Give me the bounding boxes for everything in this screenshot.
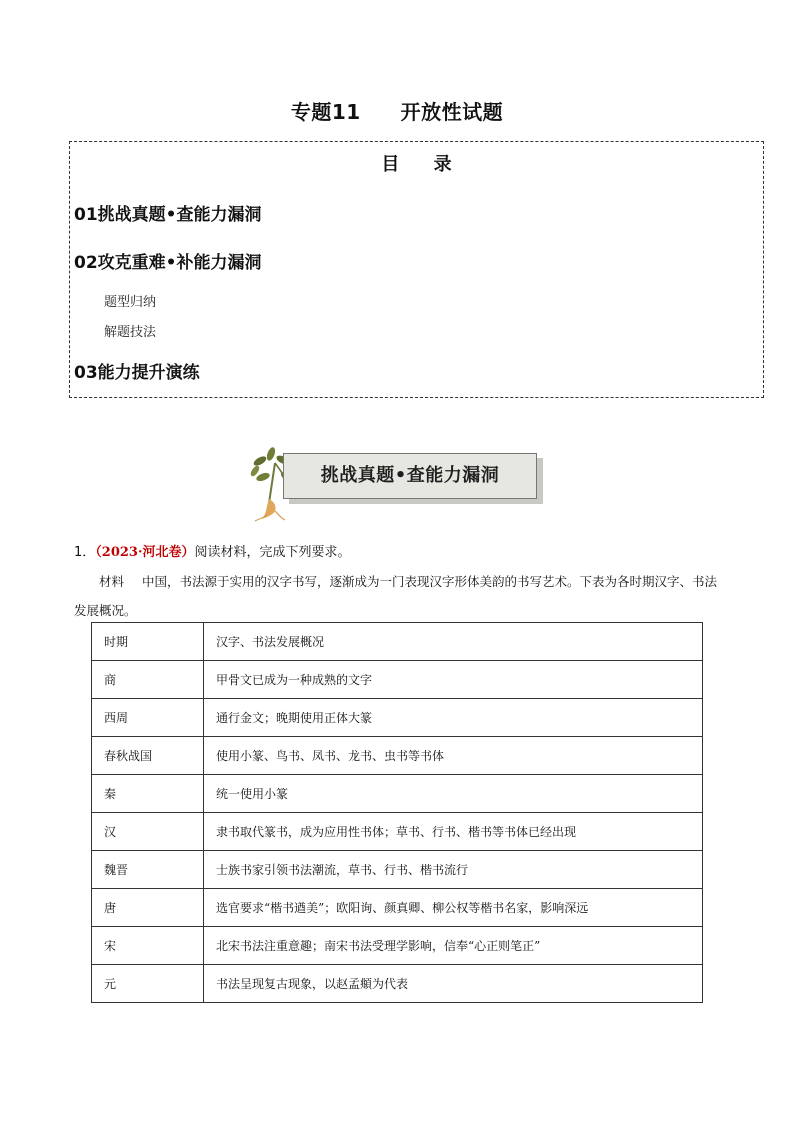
- toc-item-2[interactable]: 02攻克重难•补能力漏洞: [74, 253, 262, 273]
- question-source: （2023·河北卷）: [95, 545, 195, 560]
- question-number: 1．: [74, 545, 96, 560]
- question-prompt: 阅读材料，完成下列要求。: [194, 545, 351, 560]
- toc-item-1[interactable]: 01挑战真题•查能力漏洞: [74, 205, 262, 225]
- overview-cell: 通行金文；晚期使用正体大篆: [204, 699, 703, 737]
- table-row: [92, 661, 703, 699]
- period-cell: 宋: [92, 927, 204, 965]
- toc-subitem-question-types[interactable]: 题型归纳: [104, 295, 157, 310]
- overview-cell: 北宋书法注重意趣；南宋书法受理学影响，信奉“心正则笔正”: [204, 927, 703, 965]
- table-row: [92, 851, 703, 889]
- table-header-cell: 时期: [92, 623, 204, 661]
- material-paragraph: [74, 567, 724, 625]
- material-text: 中国，书法源于实用的汉字书写，逐渐成为一门表现汉字形体美韵的书写艺术。下表为各时期汉字、书法发展概况。: [74, 574, 718, 618]
- period-cell: 春秋战国: [92, 737, 204, 775]
- page-title: [0, 96, 794, 125]
- period-cell: 秦: [92, 775, 204, 813]
- toc-item-3[interactable]: 03能力提升演练: [74, 363, 200, 383]
- table-row: [92, 699, 703, 737]
- table-row: [92, 965, 703, 1003]
- overview-cell: 统一使用小篆: [204, 775, 703, 813]
- question-header: [74, 541, 351, 560]
- history-table: [91, 622, 703, 1003]
- table-row: [92, 775, 703, 813]
- overview-cell: 士族书家引领书法潮流，草书、行书、楷书流行: [204, 851, 703, 889]
- overview-cell: 书法呈现复古现象，以赵孟頫为代表: [204, 965, 703, 1003]
- topic-name: 开放性试题: [400, 100, 504, 124]
- overview-cell: 使用小篆、鸟书、凤书、龙书、虫书等书体: [204, 737, 703, 775]
- period-cell: 元: [92, 965, 204, 1003]
- section-banner-text: 挑战真题•查能力漏洞: [320, 465, 500, 486]
- table-row: [92, 737, 703, 775]
- table-header-cell: 汉字、书法发展概况: [204, 623, 703, 661]
- period-cell: 商: [92, 661, 204, 699]
- period-cell: 唐: [92, 889, 204, 927]
- material-label: 材料: [99, 574, 125, 589]
- period-cell: 西周: [92, 699, 204, 737]
- table-row: [92, 927, 703, 965]
- overview-cell: 隶书取代篆书，成为应用性书体；草书、行书、楷书等书体已经出现: [204, 813, 703, 851]
- overview-cell: 选官要求“楷书遒美”；欧阳询、颜真卿、柳公权等楷书名家，影响深远: [204, 889, 703, 927]
- period-cell: 汉: [92, 813, 204, 851]
- overview-cell: 甲骨文已成为一种成熟的文字: [204, 661, 703, 699]
- section-banner: [245, 447, 540, 517]
- period-cell: 魏晋: [92, 851, 204, 889]
- topic-number: 专题11: [290, 100, 361, 124]
- table-of-contents: [69, 141, 764, 398]
- table-row: [92, 813, 703, 851]
- table-row: [92, 889, 703, 927]
- toc-subitem-solving-techniques[interactable]: 解题技法: [104, 325, 157, 340]
- toc-heading: 目 录: [381, 154, 466, 175]
- section-banner-label: [283, 453, 537, 499]
- table-header-row: [92, 623, 703, 661]
